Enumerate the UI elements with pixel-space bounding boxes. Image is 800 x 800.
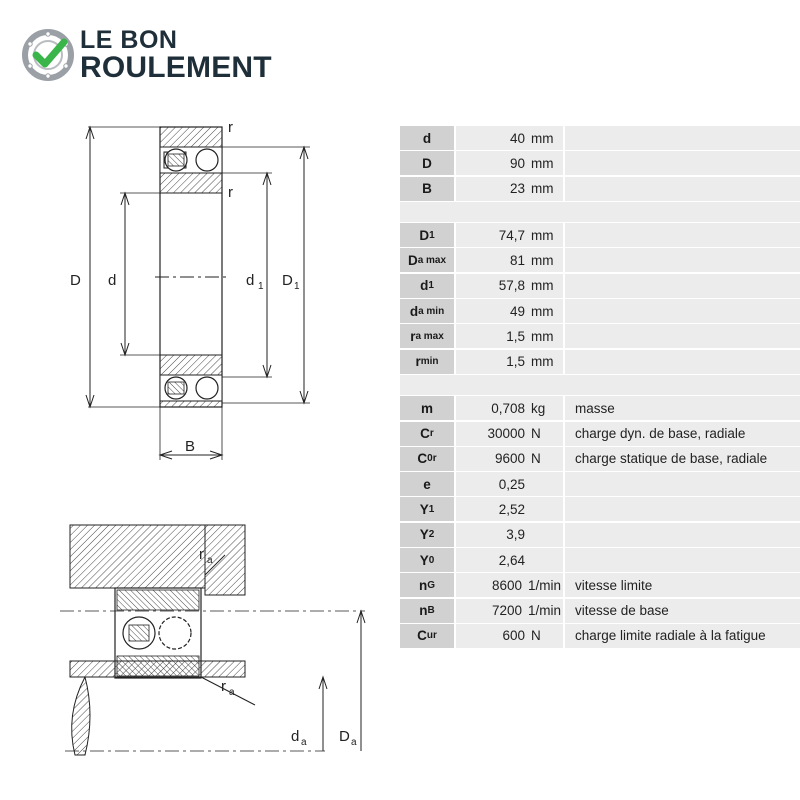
- spec-value: 7200 1/min: [456, 599, 563, 623]
- spec-description: [565, 274, 800, 298]
- spec-description: charge limite radiale à la fatigue: [565, 624, 800, 648]
- spec-description: [565, 497, 800, 521]
- dim-d-label: d: [108, 272, 117, 289]
- ra-top-label: r: [199, 546, 204, 563]
- spec-symbol: e: [400, 472, 454, 496]
- spec-value: 1,5 mm: [456, 350, 563, 374]
- spec-row: [400, 422, 800, 446]
- spec-row: [400, 248, 800, 272]
- spec-description: [565, 324, 800, 348]
- group-spacer: [400, 375, 800, 395]
- spec-row: [400, 396, 800, 420]
- spec-value: 90 mm: [456, 151, 563, 175]
- spec-description: [565, 177, 800, 201]
- spec-value: 3,9: [456, 523, 563, 547]
- spec-value: 1,5 mm: [456, 324, 563, 348]
- spec-symbol: C ur: [400, 624, 454, 648]
- spec-description: [565, 299, 800, 323]
- brand-line2: ROULEMENT: [80, 51, 272, 84]
- spec-symbol: B: [400, 177, 454, 201]
- brand-line1: LE BON: [80, 26, 178, 54]
- dim-D-label: D: [70, 272, 81, 289]
- spec-description: [565, 548, 800, 572]
- spec-symbol: Y 1: [400, 497, 454, 521]
- spec-symbol: m: [400, 396, 454, 420]
- da-label: d: [291, 728, 300, 745]
- spec-value: 74,7 mm: [456, 223, 563, 247]
- spec-row: [400, 274, 800, 298]
- spec-value: 600 N: [456, 624, 563, 648]
- spec-symbol: C 0r: [400, 447, 454, 471]
- dim-B-label: B: [185, 438, 196, 455]
- dimensions-group: [400, 126, 800, 201]
- spec-description: [565, 472, 800, 496]
- spec-row: [400, 223, 800, 247]
- Da-label: D: [339, 728, 350, 745]
- da-sub: a: [301, 737, 307, 748]
- spec-value: 49 mm: [456, 299, 563, 323]
- mounting-drawing: [55, 515, 385, 785]
- spec-value: 57,8 mm: [456, 274, 563, 298]
- spec-description: charge statique de base, radiale: [565, 447, 800, 471]
- spec-value: 40 mm: [456, 126, 563, 150]
- spec-row: [400, 472, 800, 496]
- spec-value: 0,25: [456, 472, 563, 496]
- spec-row: [400, 573, 800, 597]
- spec-description: [565, 248, 800, 272]
- spec-row: [400, 350, 800, 374]
- spec-symbol: D 1: [400, 223, 454, 247]
- spec-row: [400, 497, 800, 521]
- abutment-group: [400, 223, 800, 373]
- spec-value: 81 mm: [456, 248, 563, 272]
- spec-value: 9600 N: [456, 447, 563, 471]
- spec-value: 30000 N: [456, 422, 563, 446]
- dim-d1-sub: 1: [258, 281, 264, 292]
- radius-r-top-label: r: [228, 119, 233, 136]
- radius-r-inner-label: r: [228, 184, 233, 201]
- spec-symbol: Y 0: [400, 548, 454, 572]
- spec-symbol: D: [400, 151, 454, 175]
- spec-row: [400, 548, 800, 572]
- brand-logo: [22, 24, 302, 88]
- Da-sub: a: [351, 737, 357, 748]
- spec-row: [400, 299, 800, 323]
- spec-row: [400, 447, 800, 471]
- spec-symbol: n G: [400, 573, 454, 597]
- spec-description: vitesse de base: [565, 599, 800, 623]
- spec-description: masse: [565, 396, 800, 420]
- spec-description: [565, 350, 800, 374]
- spec-row: [400, 624, 800, 648]
- spec-row: [400, 324, 800, 348]
- bearing-section-drawing: [60, 115, 380, 475]
- spec-symbol: r min: [400, 350, 454, 374]
- dim-D1-sub: 1: [294, 281, 300, 292]
- spec-row: [400, 599, 800, 623]
- spec-description: charge dyn. de base, radiale: [565, 422, 800, 446]
- spec-row: [400, 151, 800, 175]
- spec-symbol: r a max: [400, 324, 454, 348]
- bearing-check-icon: [22, 28, 76, 82]
- spec-row: [400, 126, 800, 150]
- spec-description: vitesse limite: [565, 573, 800, 597]
- spec-value: 2,64: [456, 548, 563, 572]
- ra-top-sub: a: [207, 555, 213, 566]
- spec-row: [400, 177, 800, 201]
- spec-symbol: d 1: [400, 274, 454, 298]
- spec-symbol: Y 2: [400, 523, 454, 547]
- spec-description: [565, 151, 800, 175]
- spec-value: 0,708 kg: [456, 396, 563, 420]
- spec-row: [400, 523, 800, 547]
- spec-symbol: D a max: [400, 248, 454, 272]
- ra-bottom-sub: a: [229, 687, 235, 698]
- spec-symbol: d a min: [400, 299, 454, 323]
- dim-D1-label: D: [282, 272, 293, 289]
- spec-description: [565, 126, 800, 150]
- performance-group: [400, 396, 800, 648]
- spec-value: 8600 1/min: [456, 573, 563, 597]
- group-spacer: [400, 202, 800, 222]
- spec-symbol: C r: [400, 422, 454, 446]
- ra-bottom-label: r: [221, 678, 226, 695]
- spec-value: 2,52: [456, 497, 563, 521]
- spec-description: [565, 523, 800, 547]
- spec-symbol: n B: [400, 599, 454, 623]
- dim-d1-label: d: [246, 272, 255, 289]
- spec-symbol: d: [400, 126, 454, 150]
- spec-value: 23 mm: [456, 177, 563, 201]
- spec-table: [400, 126, 800, 649]
- spec-description: [565, 223, 800, 247]
